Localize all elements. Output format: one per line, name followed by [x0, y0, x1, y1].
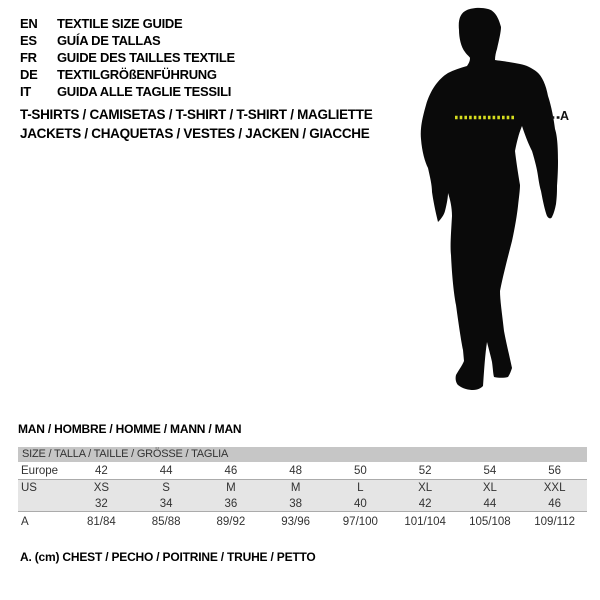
size-cell: XXL: [543, 482, 566, 494]
language-row: [20, 66, 235, 83]
row-label: US: [21, 482, 37, 494]
size-cell: XL: [418, 482, 433, 494]
size-cell: M: [290, 482, 301, 494]
category-line-tshirts: T-SHIRTS / CAMISETAS / T-SHIRT / T-SHIRT / MAGLIETTE: [20, 107, 373, 122]
garment-categories: [20, 105, 372, 143]
size-cell: 93/96: [281, 515, 311, 528]
size-cell: 109/112: [534, 515, 575, 528]
size-cell: L: [357, 482, 364, 494]
size-cell: 44: [483, 497, 497, 510]
size-cell: 101/104: [404, 515, 446, 528]
man-silhouette: [415, 5, 570, 400]
size-cell: 97/100: [342, 515, 378, 528]
size-cell: 44: [159, 464, 173, 477]
language-code: DE: [20, 67, 38, 82]
language-list: [20, 15, 235, 100]
man-figure: [415, 5, 570, 400]
size-table: [18, 447, 587, 531]
size-cell: 36: [224, 497, 238, 510]
size-cell: 48: [289, 464, 303, 477]
language-code: IT: [20, 84, 31, 99]
row-label: A: [21, 515, 29, 528]
size-cell: 85/88: [151, 515, 181, 528]
size-cell: 34: [159, 497, 173, 510]
table-row-us-numeric: [18, 496, 587, 512]
size-cell: 89/92: [216, 515, 246, 528]
measure-label-a: A: [560, 109, 570, 123]
table-title-man: MAN / HOMBRE / HOMME / MANN / MAN: [18, 422, 242, 436]
size-cell: 54: [483, 464, 497, 477]
language-row: [20, 83, 235, 100]
size-cell: XL: [482, 482, 497, 494]
language-label: GUÍA DE TALLAS: [57, 33, 161, 48]
language-code: FR: [20, 50, 37, 65]
row-label: Europe: [21, 464, 59, 477]
language-label: TEXTILE SIZE GUIDE: [57, 16, 183, 31]
language-label: TEXTILGRÖßENFÜHRUNG: [57, 67, 217, 82]
size-cell: 40: [353, 497, 367, 510]
size-cell: 46: [548, 497, 562, 510]
size-cell: 105/108: [469, 515, 511, 528]
size-cell: 56: [548, 464, 562, 477]
size-cell: M: [226, 482, 236, 494]
language-code: EN: [20, 16, 38, 31]
language-label: GUIDA ALLE TAGLIE TESSILI: [57, 84, 232, 99]
size-cell: S: [162, 482, 170, 494]
language-row: [20, 32, 235, 49]
language-label: GUIDE DES TAILLES TEXTILE: [57, 50, 235, 65]
size-cell: 52: [418, 464, 432, 477]
size-cell: 42: [418, 497, 432, 510]
size-cell: 38: [289, 497, 303, 510]
size-cell: 50: [353, 464, 367, 477]
language-code: ES: [20, 33, 37, 48]
measurement-footnote: A. (cm) CHEST / PECHO / POITRINE / TRUHE / PETTO: [20, 550, 316, 564]
size-cell: 42: [94, 464, 108, 477]
size-cell: 46: [224, 464, 238, 477]
table-row-europe: [18, 462, 587, 479]
size-table-header: SIZE / TALLA / TAILLE / GRÖSSE / TAGLIA: [18, 447, 587, 462]
language-row: [20, 15, 235, 32]
size-cell: 81/84: [86, 515, 116, 528]
size-cell: XS: [93, 482, 110, 494]
table-row-chest: [18, 512, 587, 531]
language-row: [20, 49, 235, 66]
table-row-us: [18, 479, 587, 496]
category-line-jackets: JACKETS / CHAQUETAS / VESTES / JACKEN / GIACCHE: [20, 126, 370, 141]
size-cell: 32: [94, 497, 108, 510]
